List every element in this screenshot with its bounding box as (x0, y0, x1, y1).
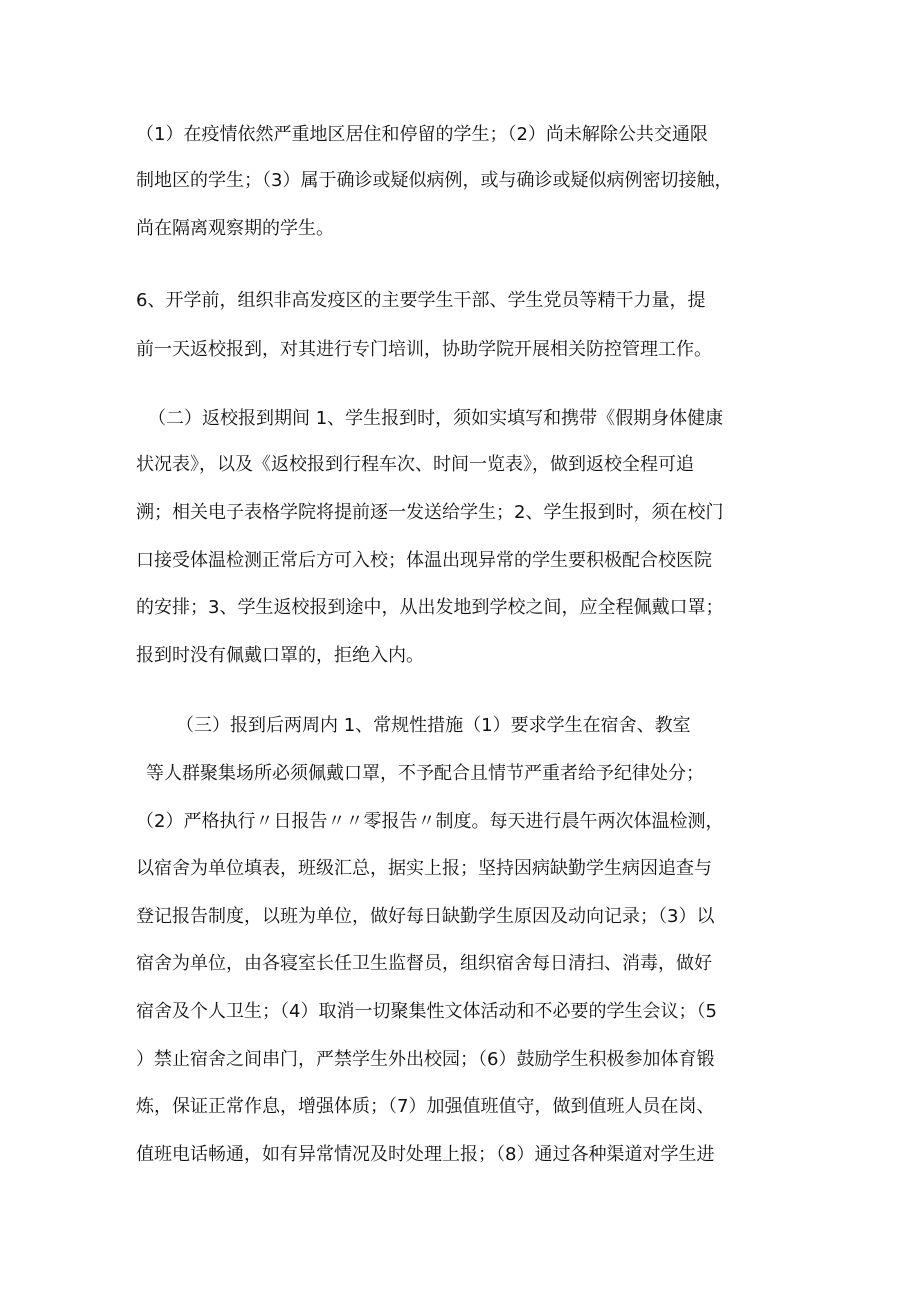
text-line-4: 6、开学前，组织非高发疫区的主要学生干部、学生党员等精干力量，提 (136, 290, 706, 311)
text-line-9: 口接受体温检测正常后方可入校；体温出现异常的学生要积极配合校医院 (136, 550, 712, 571)
text-line-15: 以宿舍为单位填表，班级汇总，据实上报；坚持因病缺勤学生病因追查与 (136, 858, 712, 879)
text-line-1: （1）在疫情依然严重地区居住和停留的学生；（2）尚未解除公共交通限 (136, 124, 708, 145)
text-line-12: （三）报到后两周内 1、常规性措施（1）要求学生在宿舍、教室 (176, 715, 691, 736)
text-line-10: 的安排；3、学生返校报到途中，从出发地到学校之间，应全程佩戴口罩； (136, 597, 724, 618)
text-line-20: 炼，保证正常作息，增强体质；（7）加强值班值守，做到值班人员在岗、 (136, 1096, 715, 1117)
text-line-19: ）禁止宿舍之间串门，严禁学生外出校园；（6）鼓励学生积极参加体育锻 (136, 1049, 715, 1070)
text-line-16: 登记报告制度，以班为单位，做好每日缺勤学生原因及动向记录；（3）以 (136, 906, 715, 927)
text-line-21: 值班电话畅通，如有异常情况及时处理上报；（8）通过各种渠道对学生进 (136, 1144, 715, 1165)
text-line-5: 前一天返校报到，对其进行专门培训，协助学院开展相关防控管理工作。 (136, 339, 712, 360)
text-line-7: 状况表》，以及《返校报到行程车次、时间一览表》，做到返校全程可追 (136, 454, 694, 475)
text-line-2: 制地区的学生；（3）属于确诊或疑似病例，或与确诊或疑似病例密切接触， (136, 170, 733, 191)
text-line-13: 等人群聚集场所必须佩戴口罩，不予配合且情节严重者给予纪律处分； (146, 763, 704, 784)
text-line-6: （二）返校报到期间 1、学生报到时，须如实填写和携带《假期身体健康 (148, 408, 724, 429)
text-line-11: 报到时没有佩戴口罩的，拒绝入内。 (136, 645, 424, 666)
text-line-18: 宿舍及个人卫生；（4）取消一切聚集性文体活动和不必要的学生会议；（5 (136, 1001, 717, 1022)
text-line-17: 宿舍为单位，由各寝室长任卫生监督员，组织宿舍每日清扫、消毒，做好 (136, 953, 712, 974)
text-line-14: （2）严格执行〃日报告〃〃零报告〃制度。每天进行晨午两次体温检测， (136, 811, 724, 832)
text-line-3: 尚在隔离观察期的学生。 (136, 218, 334, 239)
text-line-8: 溯；相关电子表格学院将提前逐一发送给学生；2、学生报到时，须在校门 (136, 502, 724, 523)
